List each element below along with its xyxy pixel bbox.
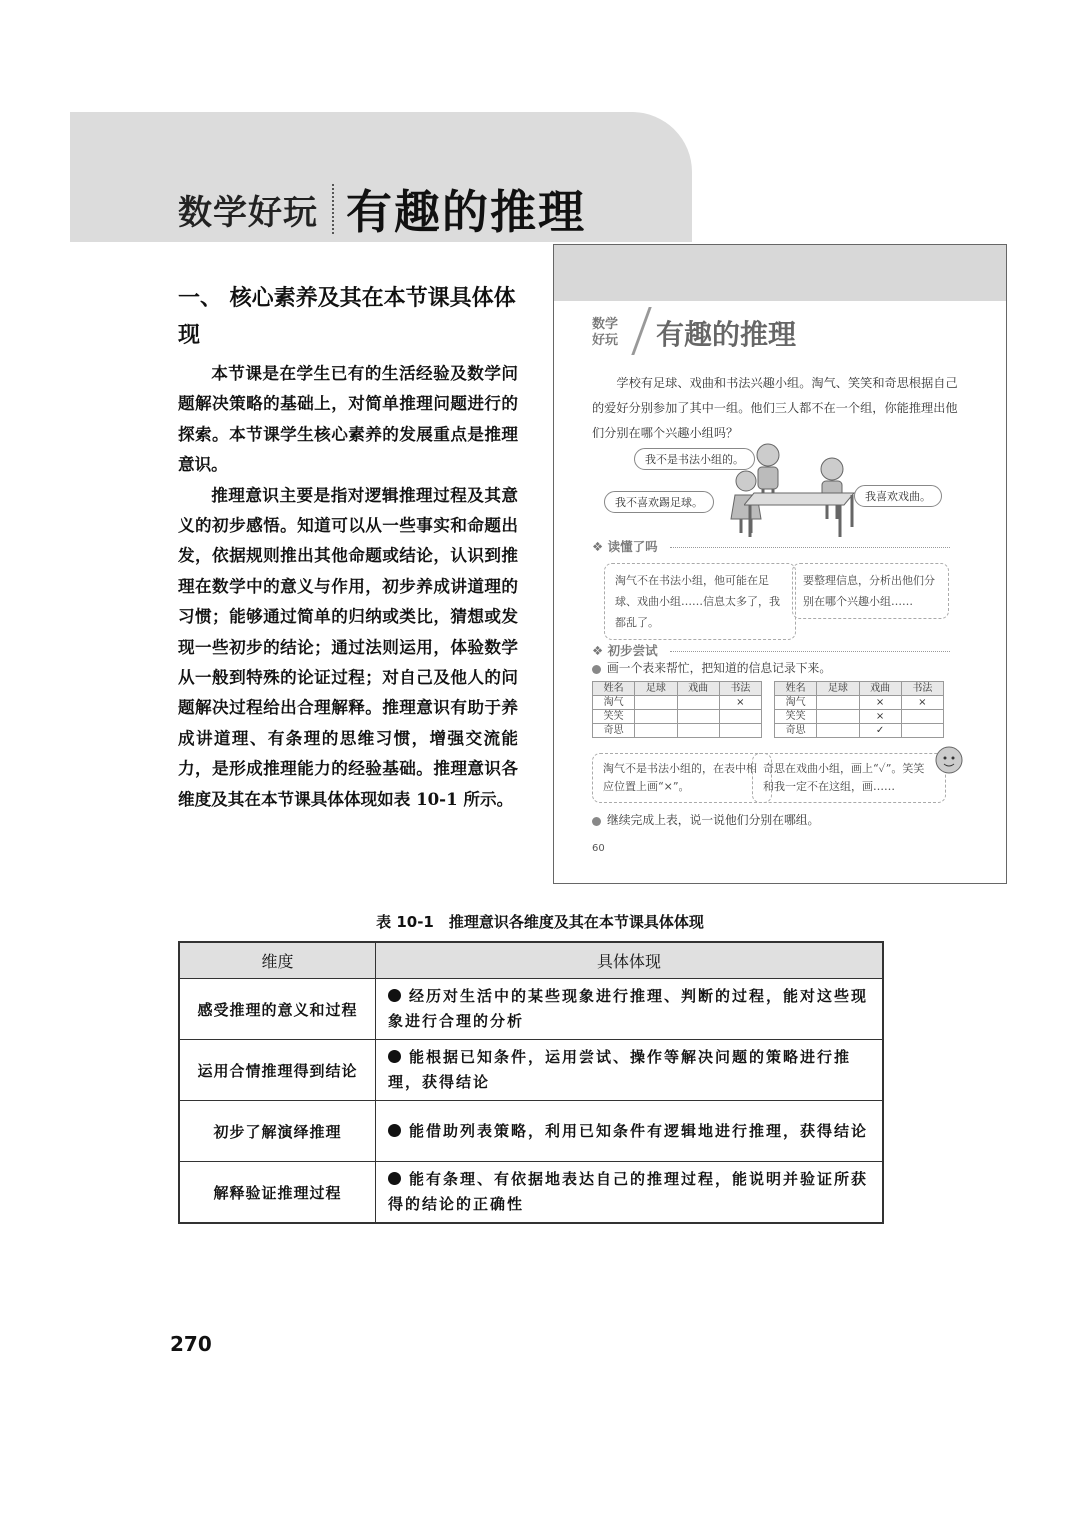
table-row [179, 1040, 883, 1101]
table-row [179, 1162, 883, 1224]
paragraph: 本节课是在学生已有的生活经验及数学问题解决策略的基础上，对简单推理问题进行的探索。本节课学生核心素养的发展重点是推理意识。 [178, 363, 518, 475]
dotted-divider [670, 651, 950, 652]
inset-top-band [554, 245, 1006, 301]
speech-bubble: 我喜欢戏曲。 [854, 485, 942, 507]
dimension-cell: 初步了解演绎推理 [179, 1101, 376, 1162]
detail-cell: 能借助列表策略，利用已知条件有逻辑地进行推理，获得结论 [376, 1101, 884, 1162]
section-heading: 一、 核心素养及其在本节课具体体现 [178, 286, 516, 348]
bullet-icon [388, 1124, 401, 1137]
bullet-icon [388, 1050, 401, 1063]
note-box: 淘气不在书法小组，他可能在足球、戏曲小组……信息太多了，我都乱了。 [604, 563, 796, 640]
bullet-icon [592, 665, 601, 674]
child-face-icon [934, 745, 964, 775]
dotted-divider [670, 547, 950, 548]
inset-subheading: ❖ 读懂了吗 [592, 539, 658, 554]
bullet-icon [388, 1172, 401, 1185]
inset-intro-text: 学校有足球、戏曲和书法兴趣小组。淘气、笑笑和奇思根据自己的爱好分别参加了其中一组。他们三人都不在一个组，你能推理出他们分别在哪个兴趣小组吗？ [592, 376, 958, 440]
inset-subheading: ❖ 初步尝试 [592, 643, 658, 658]
table-row [179, 979, 883, 1040]
title-divider [332, 184, 334, 234]
chapter-main-title: 有趣的推理 [346, 185, 586, 239]
inset-page-number: 60 [592, 843, 605, 854]
speech-bubble: 我不喜欢踢足球。 [604, 491, 714, 513]
task-line: 继续完成上表，说一说他们分别在哪组。 [592, 811, 819, 828]
table-caption: 表 10-1 推理意识各维度及其在本节课具体体现 [376, 913, 704, 931]
table-illustration-icon [744, 481, 864, 541]
dimension-cell: 解释验证推理过程 [179, 1162, 376, 1224]
dimension-cell: 运用合情推理得到结论 [179, 1040, 376, 1101]
table-header-dimension: 维度 [179, 942, 376, 979]
task-line: 画一个表来帮忙，把知道的信息记录下来。 [592, 659, 831, 676]
chapter-title [178, 176, 586, 242]
inset-series-label: 数学 好玩 [592, 317, 619, 348]
speech-bubble: 我不是书法小组的。 [634, 448, 755, 470]
bullet-icon [388, 989, 401, 1002]
detail-cell: 能根据已知条件，运用尝试、操作等解决问题的策略进行推理，获得结论 [376, 1040, 884, 1101]
page-number: 270 [170, 1332, 212, 1356]
chapter-series-label: 数学好玩 [178, 192, 318, 233]
record-table-right: 姓名 足球 戏曲 书法 淘气 × × 笑笑 × 奇思 ✓ [774, 681, 944, 738]
bullet-icon [592, 817, 601, 826]
note-box: 要整理信息，分析出他们分别在哪个兴趣小组…… [792, 563, 949, 619]
inset-title-slash [631, 307, 651, 355]
dimension-cell: 感受推理的意义和过程 [179, 979, 376, 1040]
note-box: 奇思在戏曲小组，画上“✓”。笑笑和我一定不在这组，画…… [752, 753, 946, 803]
table-row [179, 1101, 883, 1162]
paragraph: 推理意识主要是指对逻辑推理过程及其意义的初步感悟。知道可以从一些事实和命题出发，依据规则推出其他命题或结论，认识到推理在数学中的意义与作用，初步养成讲道理的习惯；能够通过简单的归纳或类比，猜想或发现一些初步的结论；通过法则运用，体验数学从一般到特殊的论证过程；对自己及他人的问题解决过程给出合理解释。推理意识有助于养成讲道理、有条理的思维习惯，增强交流能力，是形成推理能力的经验基础。推理意识各维度及其在本节课具体体现如表 10-1 所示。 [178, 484, 518, 809]
record-table-left: 姓名 足球 戏曲 书法 淘气 × 笑笑 奇思 [592, 681, 762, 738]
detail-cell: 经历对生活中的某些现象进行推理、判断的过程，能对这些现象进行合理的分析 [376, 979, 884, 1040]
body-text [178, 358, 518, 814]
textbook-page-figure [553, 244, 1007, 884]
note-box: 淘气不是书法小组的，在表中相应位置上画“×”。 [592, 753, 772, 803]
table-header-detail: 具体体现 [376, 942, 884, 979]
inset-title: 有趣的推理 [656, 318, 797, 351]
dimension-table [178, 941, 884, 1224]
detail-cell: 能有条理、有依据地表达自己的推理过程，能说明并验证所获得的结论的正确性 [376, 1162, 884, 1224]
